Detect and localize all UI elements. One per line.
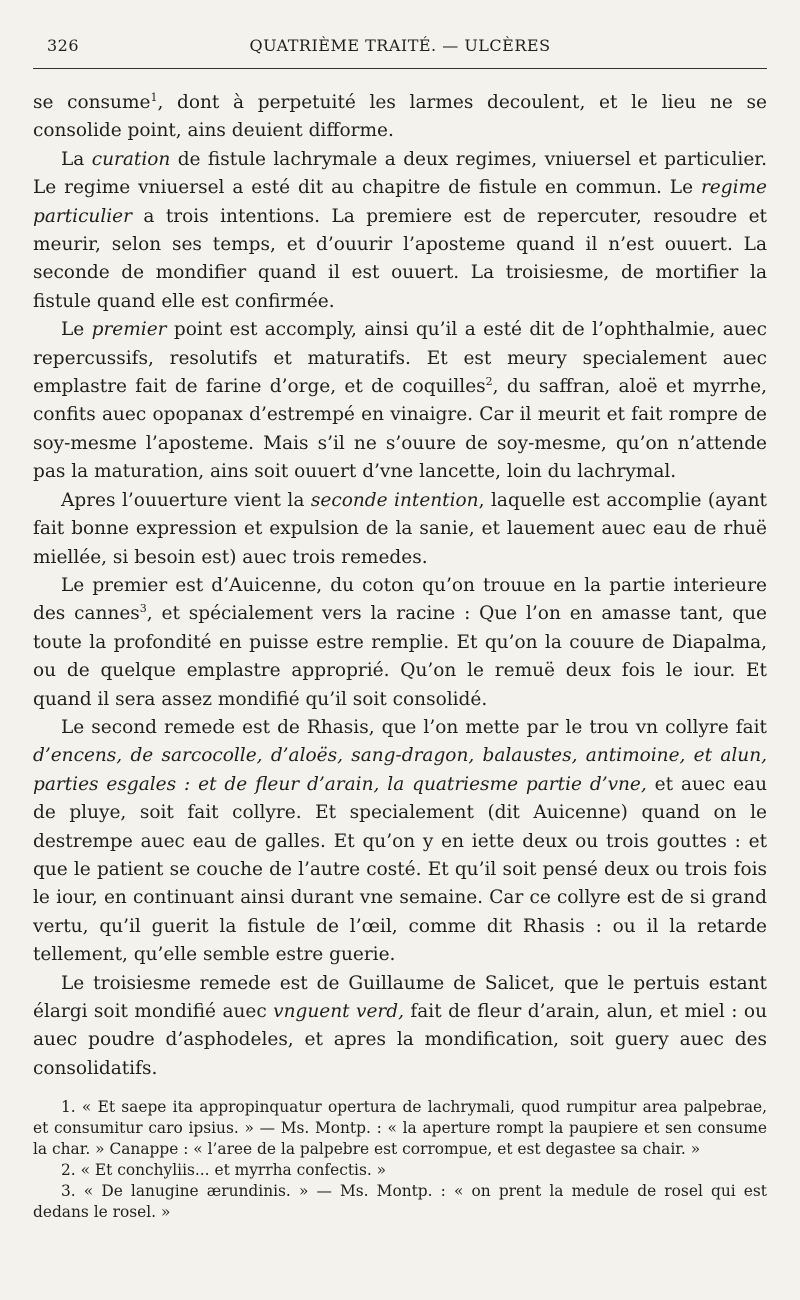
italic-text: premier <box>91 319 167 341</box>
page-number: 326 <box>47 36 80 55</box>
text-run: Le premier est d’Auicenne, du coton qu’on trouue en la partie interieure des cannes <box>33 574 767 625</box>
text-run: a trois intentions. La premiere est de repercuter, resoudre et meurir, selon ses temps, et d’ouurir l’aposteme quand il n’est ouuert. La seconde de mondifier quand il est ouuert. La troisiesme, de mortifier la fistule quand elle est confirmée. <box>33 205 767 312</box>
footnotes <box>33 1097 767 1223</box>
italic-text: vnguent verd, <box>273 1001 404 1022</box>
text-run: Le troisiesme remede est de Guillaume de Salicet, que le pertuis estant élargi soit mondifié auec <box>33 972 767 1022</box>
text-run: et auec eau de pluye, soit fait collyre. Et specialement (dit Auicenne) quand on le destrempe auec eau de galles. Et qu’on y en iette deux ou trois gouttes : et que le patient se couche de l’autre costé. Et qu’il soit pensé deux ou trois fois le iour, en continuant ainsi durant vne semaine. Car ce collyre est de si grand vertu, qu’il guerit la fistule de l’œil, comme dit Rhasis : ou il la retarde tellement, qu’elle semble estre guerie. <box>33 773 767 966</box>
text-run: point est accomply, ainsi qu’il a esté dit de l’ophthalmie, auec repercussifs, resolutifs et maturatifs. Et est meury specialement auec emplastre fait de farine d’orge, et de coquilles <box>33 319 767 398</box>
italic-text: curation <box>91 148 171 170</box>
text-run: fait de fleur d’arain, alun, et miel : ou auec poudre d’asphodeles, et apres la mondification, soit guery auec des consolidatifs. <box>33 1001 767 1079</box>
paragraph <box>33 146 767 316</box>
text-run: , laquelle est accomplie (ayant fait bonne expression et expulsion de la sanie, et lauement auec eau de rhuë miellée, si besoin est) auec trois remedes. <box>33 489 767 568</box>
running-title: QUATRIÈME TRAITÉ. — ULCÈRES <box>249 36 551 55</box>
paragraph <box>33 714 767 970</box>
paragraph <box>33 316 767 486</box>
paragraph <box>33 970 767 1084</box>
text-run: de fistule lachrymale a deux regimes, vniuersel et particulier. Le regime vniuersel a esté dit au chapitre de fistule en commun. Le <box>33 148 767 199</box>
italic-text: d’encens, de sarcocolle, d’aloës, sang-dragon, balaustes, antimoine, et alun, parties esgales : et de fleur d’arain, la quatriesme partie d’vne, <box>33 745 767 795</box>
text-run: , du saffran, aloë et myrrhe, confits auec opopanax d’estrempé en vinaigre. Car il meurit et fait rompre de soy-mesme l’aposteme. Mais s’il ne s’ouure de soy-mesme, qu’on n’attende pas la maturation, ains soit ouuert d’vne lancette, loin du lachrymal. <box>33 376 767 483</box>
text-run: Apres l’ouuerture vient la <box>61 489 311 511</box>
text-run: , dont à perpetuité les larmes decoulent, et le lieu ne se consolide point, ains deuient difforme. <box>33 92 768 142</box>
running-head <box>33 30 767 60</box>
footnote-2: 2. « Et conchyliis... et myrrha confectis. » <box>61 1161 387 1180</box>
footnote-ref: 3 <box>139 602 147 616</box>
paragraph <box>33 572 767 714</box>
footnote-ref: 1 <box>150 90 158 104</box>
text-run: , et spécialement vers la racine : Que l’on en amasse tant, que toute la profondité en puisse estre remplie. Et qu’on la couure de Diapalma, ou de quelque emplastre approprié. Qu’on le remuë deux fois le iour. Et quand il sera assez mondifié qu’il soit consolidé. <box>33 603 768 710</box>
footnote-3: 3. « De lanugine ærundinis. » — Ms. Montp. : « on prent la medule de rosel qui est dedans le rosel. » <box>33 1182 767 1222</box>
text-run: Le second remede est de Rhasis, que l’on mette par le trou vn collyre fait <box>61 716 767 738</box>
main-text <box>33 89 767 1083</box>
italic-text: seconde intention <box>310 489 479 511</box>
header-rule <box>33 68 767 69</box>
footnote-ref: 2 <box>485 374 493 388</box>
paragraph <box>33 89 767 146</box>
italic-text: regime particulier <box>33 177 767 227</box>
text-run: se consume <box>33 92 151 113</box>
footnote-1: 1. « Et saepe ita appropinquatur opertura de lachrymali, quod rumpitur area palpebrae, et consumitur caro ipsius. » — Ms. Montp. : « la aperture rompt la paupiere et sen consume la char. » Canappe : « l’aree de la palpebre est corrompue, et est degastee sa chair. » <box>33 1098 767 1159</box>
text-run: Le <box>61 319 92 341</box>
paragraph <box>33 487 767 572</box>
text-run: La <box>61 148 92 170</box>
